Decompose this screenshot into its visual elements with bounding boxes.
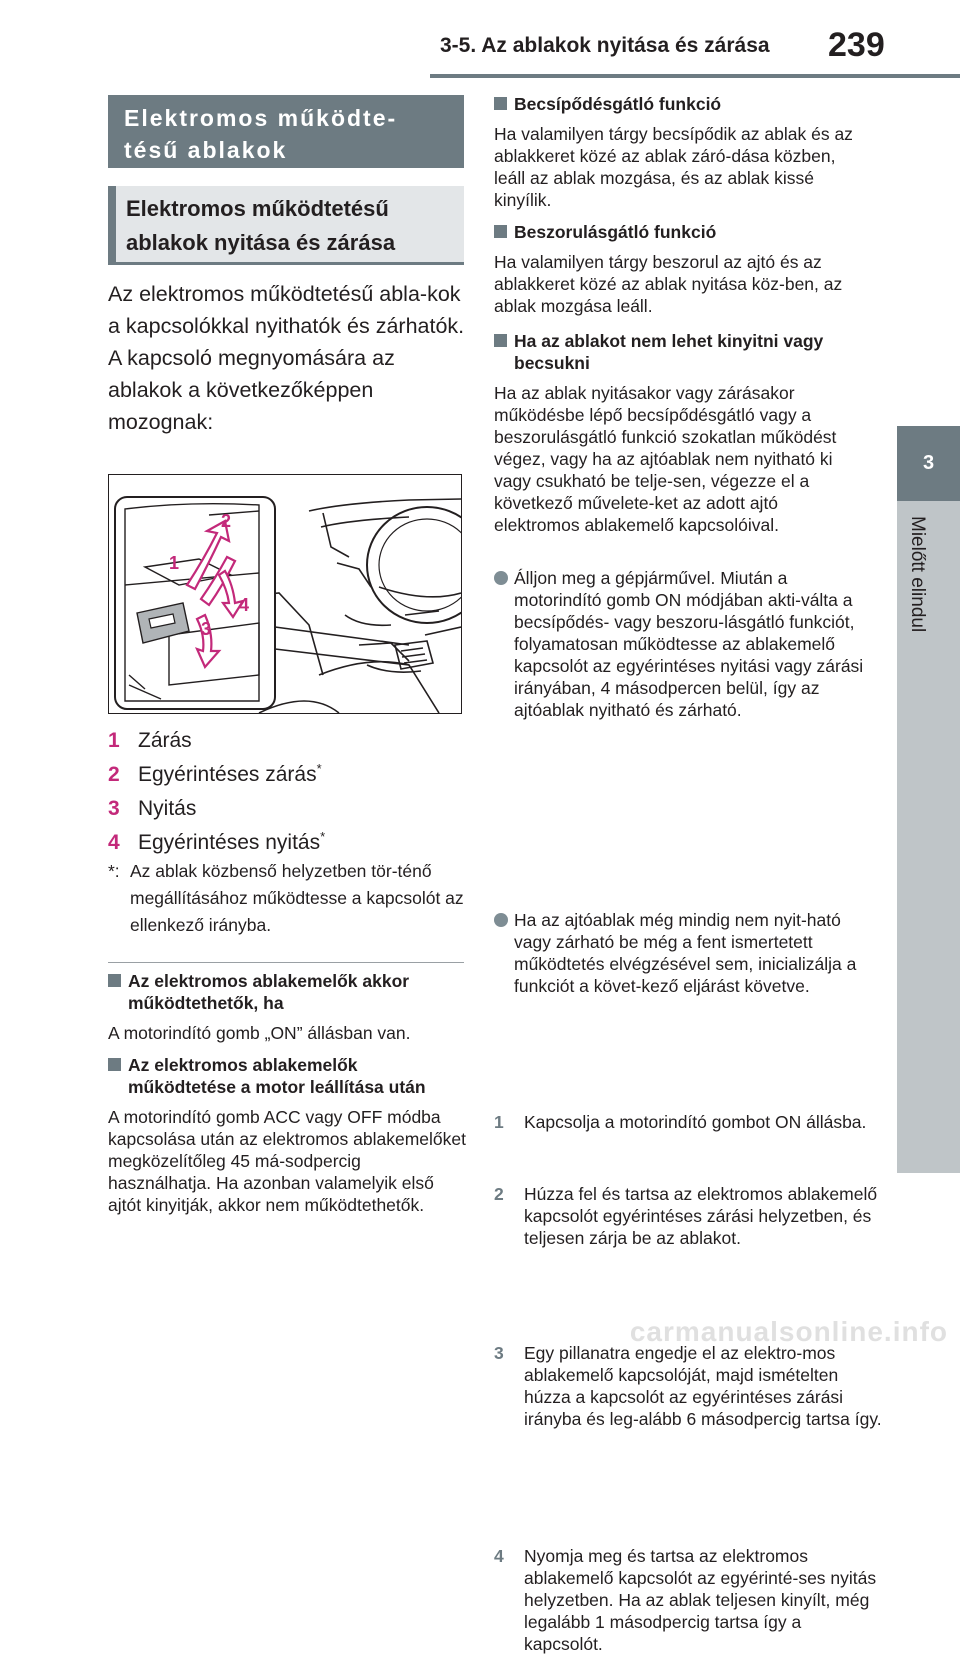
round-bullet-icon [494, 571, 508, 585]
footnote-text: Az ablak közbenső helyzetben tör-ténő megállításához működtesse a kapcsolót az ellenkező irányba. [130, 861, 464, 935]
window-switch-figure [108, 474, 462, 714]
figure-item: 1 Zárás [108, 729, 192, 752]
square-bullet-icon [494, 97, 507, 110]
footnote-marker: *: [108, 861, 120, 881]
square-bullet-icon [108, 1058, 121, 1071]
step-item: 2 Húzza fel és tartsa az elektromos ablakemelő kapcsolót egyérintéses zárási helyzetben, és teljesen zárja be az ablakot. [494, 1184, 878, 1248]
section-catch-protection [494, 221, 854, 317]
section-conditions [108, 970, 468, 1044]
window-switch-illustration [109, 475, 461, 713]
main-heading: Elektromos működte-tésű ablakok [108, 95, 464, 168]
header-rule [430, 74, 960, 78]
section-text: Ha valamilyen tárgy beszorul az ajtó és az ablakkeret közé az ablak nyitása köz-ben, az ablak mozgása leáll. [494, 252, 843, 316]
callout-4: 4 [239, 595, 250, 615]
step-item: 3 Egy pillanatra engedje el az elektro-mos ablakemelő kapcsolóját, majd ismételten húzza a kapcsolót az egyérintéses zárási irányba és leg-alább 6 másodpercig tartsa így. [494, 1343, 882, 1429]
round-bullet-icon [494, 913, 508, 927]
footnote [108, 858, 468, 939]
section-title: Beszorulásgátló funkció [494, 221, 854, 243]
callout-2: 2 [221, 511, 232, 531]
callout-3: 3 [201, 619, 212, 639]
chapter-label: Mielőtt elindul [907, 516, 928, 633]
section-jam-protection [494, 93, 854, 211]
step-item: 1 Kapcsolja a motorindító gombot ON állásba. [494, 1112, 867, 1132]
bullet-item: Ha az ajtóablak még mindig nem nyit-ható vagy zárható be még a fent ismertetett működtetés elvégzésével sem, inicializálja a funkciót a követ-kező eljárást követve. [494, 909, 874, 997]
watermark: carmanualsonline.info [629, 1316, 948, 1347]
sub-heading-text: Elektromos működtetésű ablakok nyitása és zárása [126, 196, 396, 255]
sub-heading-bar [108, 186, 116, 262]
section-title: Becsípődésgátló funkció [494, 93, 854, 115]
chapter-tab: 3 [897, 426, 960, 501]
square-bullet-icon [494, 334, 507, 347]
section-text: A motorindító gomb ACC vagy OFF módba kapcsolása után az elektromos ablakemelőket megközelítőleg 45 má-sodpercig használhatja. Ha azonban valamelyik első ajtót kinyitják, akkor nem működtethetők. [108, 1107, 466, 1215]
square-bullet-icon [108, 974, 121, 987]
header-title: 3-5. Az ablakok nyitása és zárása [440, 34, 770, 57]
figure-item: 3 Nyitás [108, 797, 197, 820]
figure-legend [108, 718, 468, 854]
square-bullet-icon [494, 225, 507, 238]
step-item: 4 Nyomja meg és tartsa az elektromos ablakemelő kapcsolót az egyérinté-ses nyitás helyzetben. Ha az ablak teljesen kinyílt, még legalább 1 másodpercig tartsa így a kapcsolót. [494, 1546, 877, 1654]
section-title: Ha az ablakot nem lehet kinyitni vagy becsukni [494, 330, 854, 374]
section-text: Ha az ablak nyitásakor vagy zárásakor működésbe lépő becsípődésgátló vagy a beszorulásgátló funkció szokatlan működést végez, vagy ha az ajtóablak nem nyitható ki vagy csukható be telje-sen, végezze el a következő művelete-ket az adott ajtó elektromos ablakemelő kapcsolóival. [494, 383, 837, 535]
section-cannot-open-close [494, 330, 854, 536]
figure-item: 2 Egyérintéses zárás* [108, 761, 322, 786]
sub-heading [108, 186, 464, 265]
figure-item: 4 Egyérintéses nyitás* [108, 829, 326, 854]
page-number: 239 [828, 26, 885, 64]
section-text: A motorindító gomb „ON” állásban van. [108, 1023, 411, 1043]
callout-1: 1 [169, 553, 180, 573]
section-divider [108, 962, 464, 963]
bullet-item: Álljon meg a gépjárművel. Miután a motorindító gomb ON módjában akti-válta a becsípődés- vagy beszoru-lásgátló funkciót, folyamatosan működtesse az ablakemelő kapcsolót az egyérintéses nyitási vagy zárási irányában, 4 másodpercen belül, így az ajtóablak nyitható és zárható. [494, 567, 874, 721]
intro-paragraph: Az elektromos működtetésű abla-kok a kapcsolókkal nyithatók és zárhatók. A kapcsoló megnyomására az ablakok a következőképpen mozognak: [108, 282, 465, 434]
section-title: Az elektromos ablakemelők működtetése a motor leállítása után [108, 1054, 468, 1098]
section-title: Az elektromos ablakemelők akkor működtethetők, ha [108, 970, 468, 1014]
section-after-engine-off [108, 1054, 468, 1216]
section-text: Ha valamilyen tárgy becsípődik az ablak és az ablakkeret közé az ablak záró-dása közben, leáll az ablak mozgása, és az ablak kissé kinyílik. [494, 124, 853, 210]
